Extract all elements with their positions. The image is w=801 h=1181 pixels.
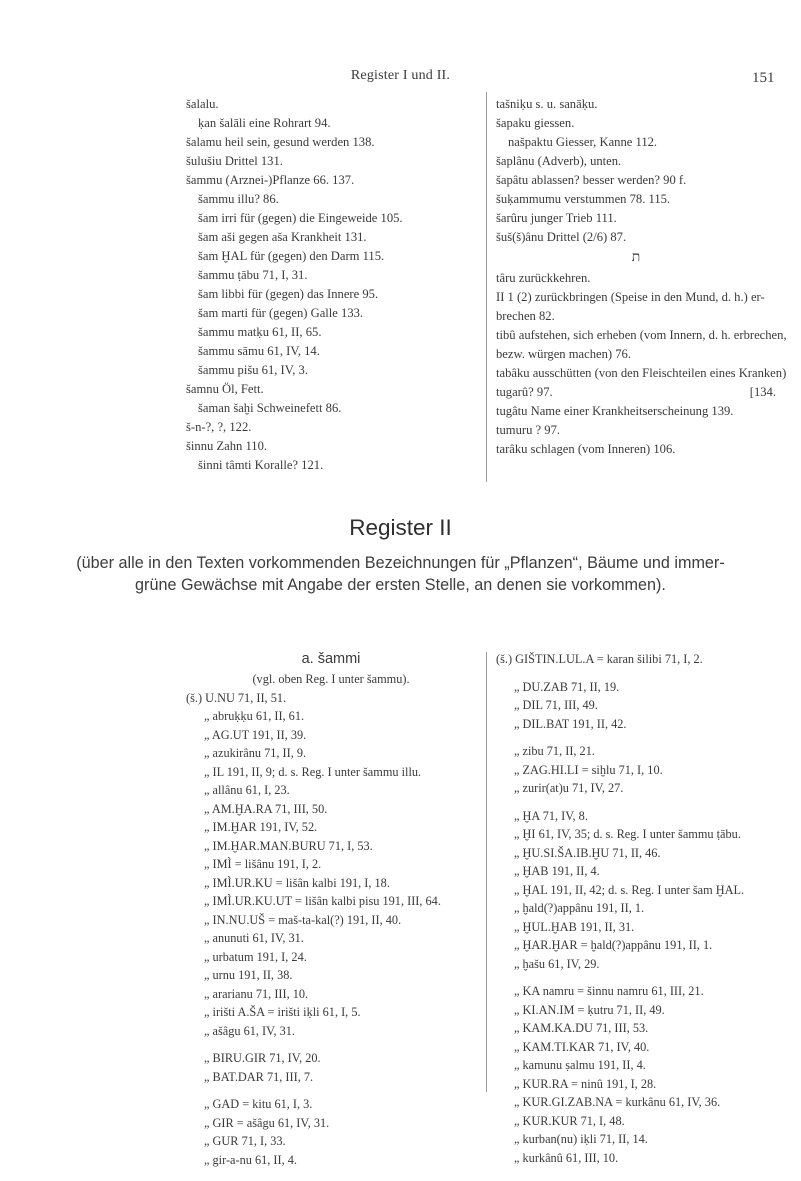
entry-line: „ DIL.BAT 191, II, 42. — [514, 716, 627, 731]
running-head: Register I und II. — [350, 68, 451, 83]
entry-line: šalalu. — [186, 97, 219, 111]
register1-right-column — [496, 95, 787, 459]
entry-line: „ urnu 191, II, 38. — [204, 968, 293, 982]
entry-line: tašniḳu s. u. sanāḳu. — [496, 97, 598, 111]
entry-line: šarûru junger Trieb 111. — [496, 211, 617, 225]
entry-line: „ ḫašu 61, IV, 29. — [514, 956, 600, 971]
entry-line: „ kamunu ṣalmu 191, II, 4. — [514, 1058, 646, 1072]
entry-line: „ ḪAL 191, II, 42; d. s. Reg. I unter šam ḪAL. — [514, 882, 745, 897]
entry-line: „ GIR = ašâgu 61, IV, 31. — [204, 1115, 330, 1130]
entry-line: „ BIRU.GIR 71, IV, 20. — [204, 1051, 321, 1065]
entry-line: šammu illu? 86. — [198, 192, 279, 206]
entry-line: „ KA namru = šinnu namru 61, III, 21. — [514, 984, 704, 998]
entry-line: tumuru ? 97. — [496, 423, 561, 437]
register2-subtitle — [0, 552, 801, 596]
register2-right-column — [496, 650, 776, 1167]
column-rule — [486, 92, 487, 482]
entry-line: (š.) U.NU 71, II, 51. — [186, 690, 287, 705]
register2-title: Register II — [349, 515, 452, 540]
entry-line: bezw. würgen machen) 76. — [496, 347, 631, 361]
entry-line: šaman šaḫi Schweinefett 86. — [198, 401, 342, 415]
entry-line: „ IN.NU.UŠ = maš-ta-kal(?) 191, II, 40. — [204, 912, 402, 927]
entry-line: „ abruḳḳu 61, II, 61. — [204, 709, 305, 723]
entry-line: „ IM.ḪAR.MAN.BURU 71, I, 53. — [204, 838, 373, 853]
entry-line: „ IMÌ = lišânu 191, I, 2. — [204, 857, 322, 871]
entry-line: „ anunuti 61, IV, 31. — [204, 931, 304, 945]
entry-line: „ ḫald(?)appânu 191, II, 1. — [514, 901, 645, 915]
margin-note: [134. — [749, 385, 776, 399]
entry-line: šammu matḳu 61, II, 65. — [198, 325, 322, 339]
entry-line: šammu pišu 61, IV, 3. — [198, 363, 308, 377]
entry-line: „ ḪU.SI.ŠA.IB.ḪU 71, II, 46. — [514, 845, 661, 860]
entry-line: tabâku ausschütten (von den Fleischteilen eines Kranken) — [496, 366, 787, 380]
entry-line: „ irišti A.ŠA = irišti iḳli 61, I, 5. — [204, 1005, 361, 1019]
entry-line: šam aši gegen aša Krankheit 131. — [198, 230, 367, 244]
entry-line: „ KAM.TI.KAR 71, IV, 40. — [514, 1039, 650, 1054]
page-number: 151 — [752, 70, 775, 86]
entry-line: šulušiu Drittel 131. — [186, 154, 283, 168]
entry-line: „ DIL 71, III, 49. — [514, 698, 598, 712]
entry-line: š-n-?, ?, 122. — [186, 420, 252, 434]
entry-line: šam ḪAL für (gegen) den Darm 115. — [198, 249, 385, 263]
entry-line: „ AG.UT 191, II, 39. — [204, 727, 307, 742]
entry-line: „ KUR.KUR 71, I, 48. — [514, 1113, 625, 1128]
section-letter: ת — [631, 250, 641, 265]
entry-line: šinni tâmti Koralle? 121. — [198, 458, 324, 472]
entry-line: „ KUR.GI.ZAB.NA = kurkânu 61, IV, 36. — [514, 1095, 721, 1109]
subtitle-line: (über alle in den Texten vorkommenden Bezeichnungen für „Pflanzen“, Bäume und immer- — [76, 554, 725, 572]
entry-line: našpaktu Giesser, Kanne 112. — [508, 135, 658, 149]
entry-line: „ IMÌ.UR.KU.UT = lišân kalbi pisu 191, III, 64. — [204, 894, 441, 908]
entry-line: „ ašâgu 61, IV, 31. — [204, 1023, 295, 1038]
entry-line: šapaku giessen. — [496, 116, 575, 130]
entry-line: „ KAM.KA.DU 71, III, 53. — [514, 1021, 649, 1035]
entry-line: šammu ṭābu 71, I, 31. — [198, 268, 308, 282]
entry-line: tugâtu Name einer Krankheitserscheinung 139. — [496, 404, 734, 418]
column-rule — [486, 652, 487, 1092]
entry-line: tarâku schlagen (vom Inneren) 106. — [496, 442, 676, 456]
entry-line: šam marti für (gegen) Galle 133. — [198, 306, 364, 320]
register2-left-column — [186, 648, 476, 1169]
entry-line: šam irri für (gegen) die Eingeweide 105. — [198, 211, 403, 225]
entry-line: „ ḪI 61, IV, 35; d. s. Reg. I unter šammu ṭābu. — [514, 827, 741, 841]
entry-line: „ KUR.RA = ninû 191, I, 28. — [514, 1076, 657, 1091]
entry-line: šamnu Öl, Fett. — [186, 382, 264, 396]
entry-line: „ GUR 71, I, 33. — [204, 1134, 286, 1148]
entry-line: „ urbatum 191, I, 24. — [204, 949, 307, 964]
section-heading: a. šammi — [301, 651, 361, 667]
entry-line: tibû aufstehen, sich erheben (vom Innern, d. h. erbrechen, — [496, 328, 787, 342]
entry-line: „ IM.ḪAR 191, IV, 52. — [204, 820, 318, 834]
entry-line: šalamu heil sein, gesund werden 138. — [186, 135, 375, 149]
entry-line: šuš(š)ânu Drittel (2/6) 87. — [496, 230, 627, 244]
entry-line: šuḳammumu verstummen 78. 115. — [496, 192, 671, 206]
entry-line: (š.) GIŠTIN.LUL.A = karan šilibi 71, I, 2. — [496, 652, 703, 666]
section-note: (vgl. oben Reg. I unter šammu). — [252, 672, 410, 686]
entry-line: „ zibu 71, II, 21. — [514, 744, 595, 758]
entry-line: „ ḪAB 191, II, 4. — [514, 864, 600, 878]
entry-line: „ ḪUL.ḪAB 191, II, 31. — [514, 919, 635, 934]
entry-line: šammu (Arznei-)Pflanze 66. 137. — [186, 173, 355, 187]
entry-line: šammu sāmu 61, IV, 14. — [198, 344, 320, 358]
entry-line: „ IMÌ.UR.KU = lišân kalbi 191, I, 18. — [204, 875, 390, 890]
entry-line: „ kurkânû 61, III, 10. — [514, 1150, 619, 1165]
entry-line: „ gir-a-nu 61, II, 4. — [204, 1152, 297, 1167]
entry-line: ḳan šalāli eine Rohrart 94. — [198, 116, 331, 130]
entry-line: šaplânu (Adverb), unten. — [496, 154, 622, 168]
entry-line: „ allânu 61, I, 23. — [204, 783, 290, 797]
entry-line: „ zurir(at)u 71, IV, 27. — [514, 781, 624, 795]
entry-line: „ ararianu 71, III, 10. — [204, 986, 309, 1001]
entry-line: „ IL 191, II, 9; d. s. Reg. I unter šammu illu. — [204, 764, 422, 779]
entry-line — [496, 383, 776, 402]
entry-line: târu zurückkehren. — [496, 271, 591, 285]
entry-line: šam libbi für (gegen) das Innere 95. — [198, 287, 379, 301]
entry-line: šapâtu ablassen? besser werden? 90 f. — [496, 173, 687, 187]
entry-line: „ ZAG.HI.LI = siḫlu 71, I, 10. — [514, 762, 663, 777]
entry-text: tugarû? 97. — [496, 385, 553, 399]
subtitle-line: grüne Gewächse mit Angabe der ersten Stelle, an denen sie vorkommen). — [135, 576, 666, 594]
entry-line: „ KI.AN.IM = ḳutru 71, II, 49. — [514, 1002, 665, 1017]
entry-line: „ ḪAR.ḪAR = ḫald(?)appânu 191, II, 1. — [514, 938, 713, 952]
entry-line: II 1 (2) zurückbringen (Speise in den Mund, d. h.) er- — [496, 290, 765, 304]
entry-line: šinnu Zahn 110. — [186, 439, 268, 453]
entry-line: „ ḪA 71, IV, 8. — [514, 808, 588, 823]
entry-line: „ azukirânu 71, II, 9. — [204, 746, 307, 760]
entry-line: „ GAD = kitu 61, I, 3. — [204, 1097, 313, 1111]
entry-line: „ kurban(nu) iḳli 71, II, 14. — [514, 1132, 648, 1146]
entry-line: „ DU.ZAB 71, II, 19. — [514, 679, 620, 694]
entry-line: „ BAT.DAR 71, III, 7. — [204, 1069, 314, 1084]
register1-left-column — [186, 95, 476, 475]
entry-line: brechen 82. — [496, 309, 555, 323]
entry-line: „ AM.ḪA.RA 71, III, 50. — [204, 801, 328, 816]
